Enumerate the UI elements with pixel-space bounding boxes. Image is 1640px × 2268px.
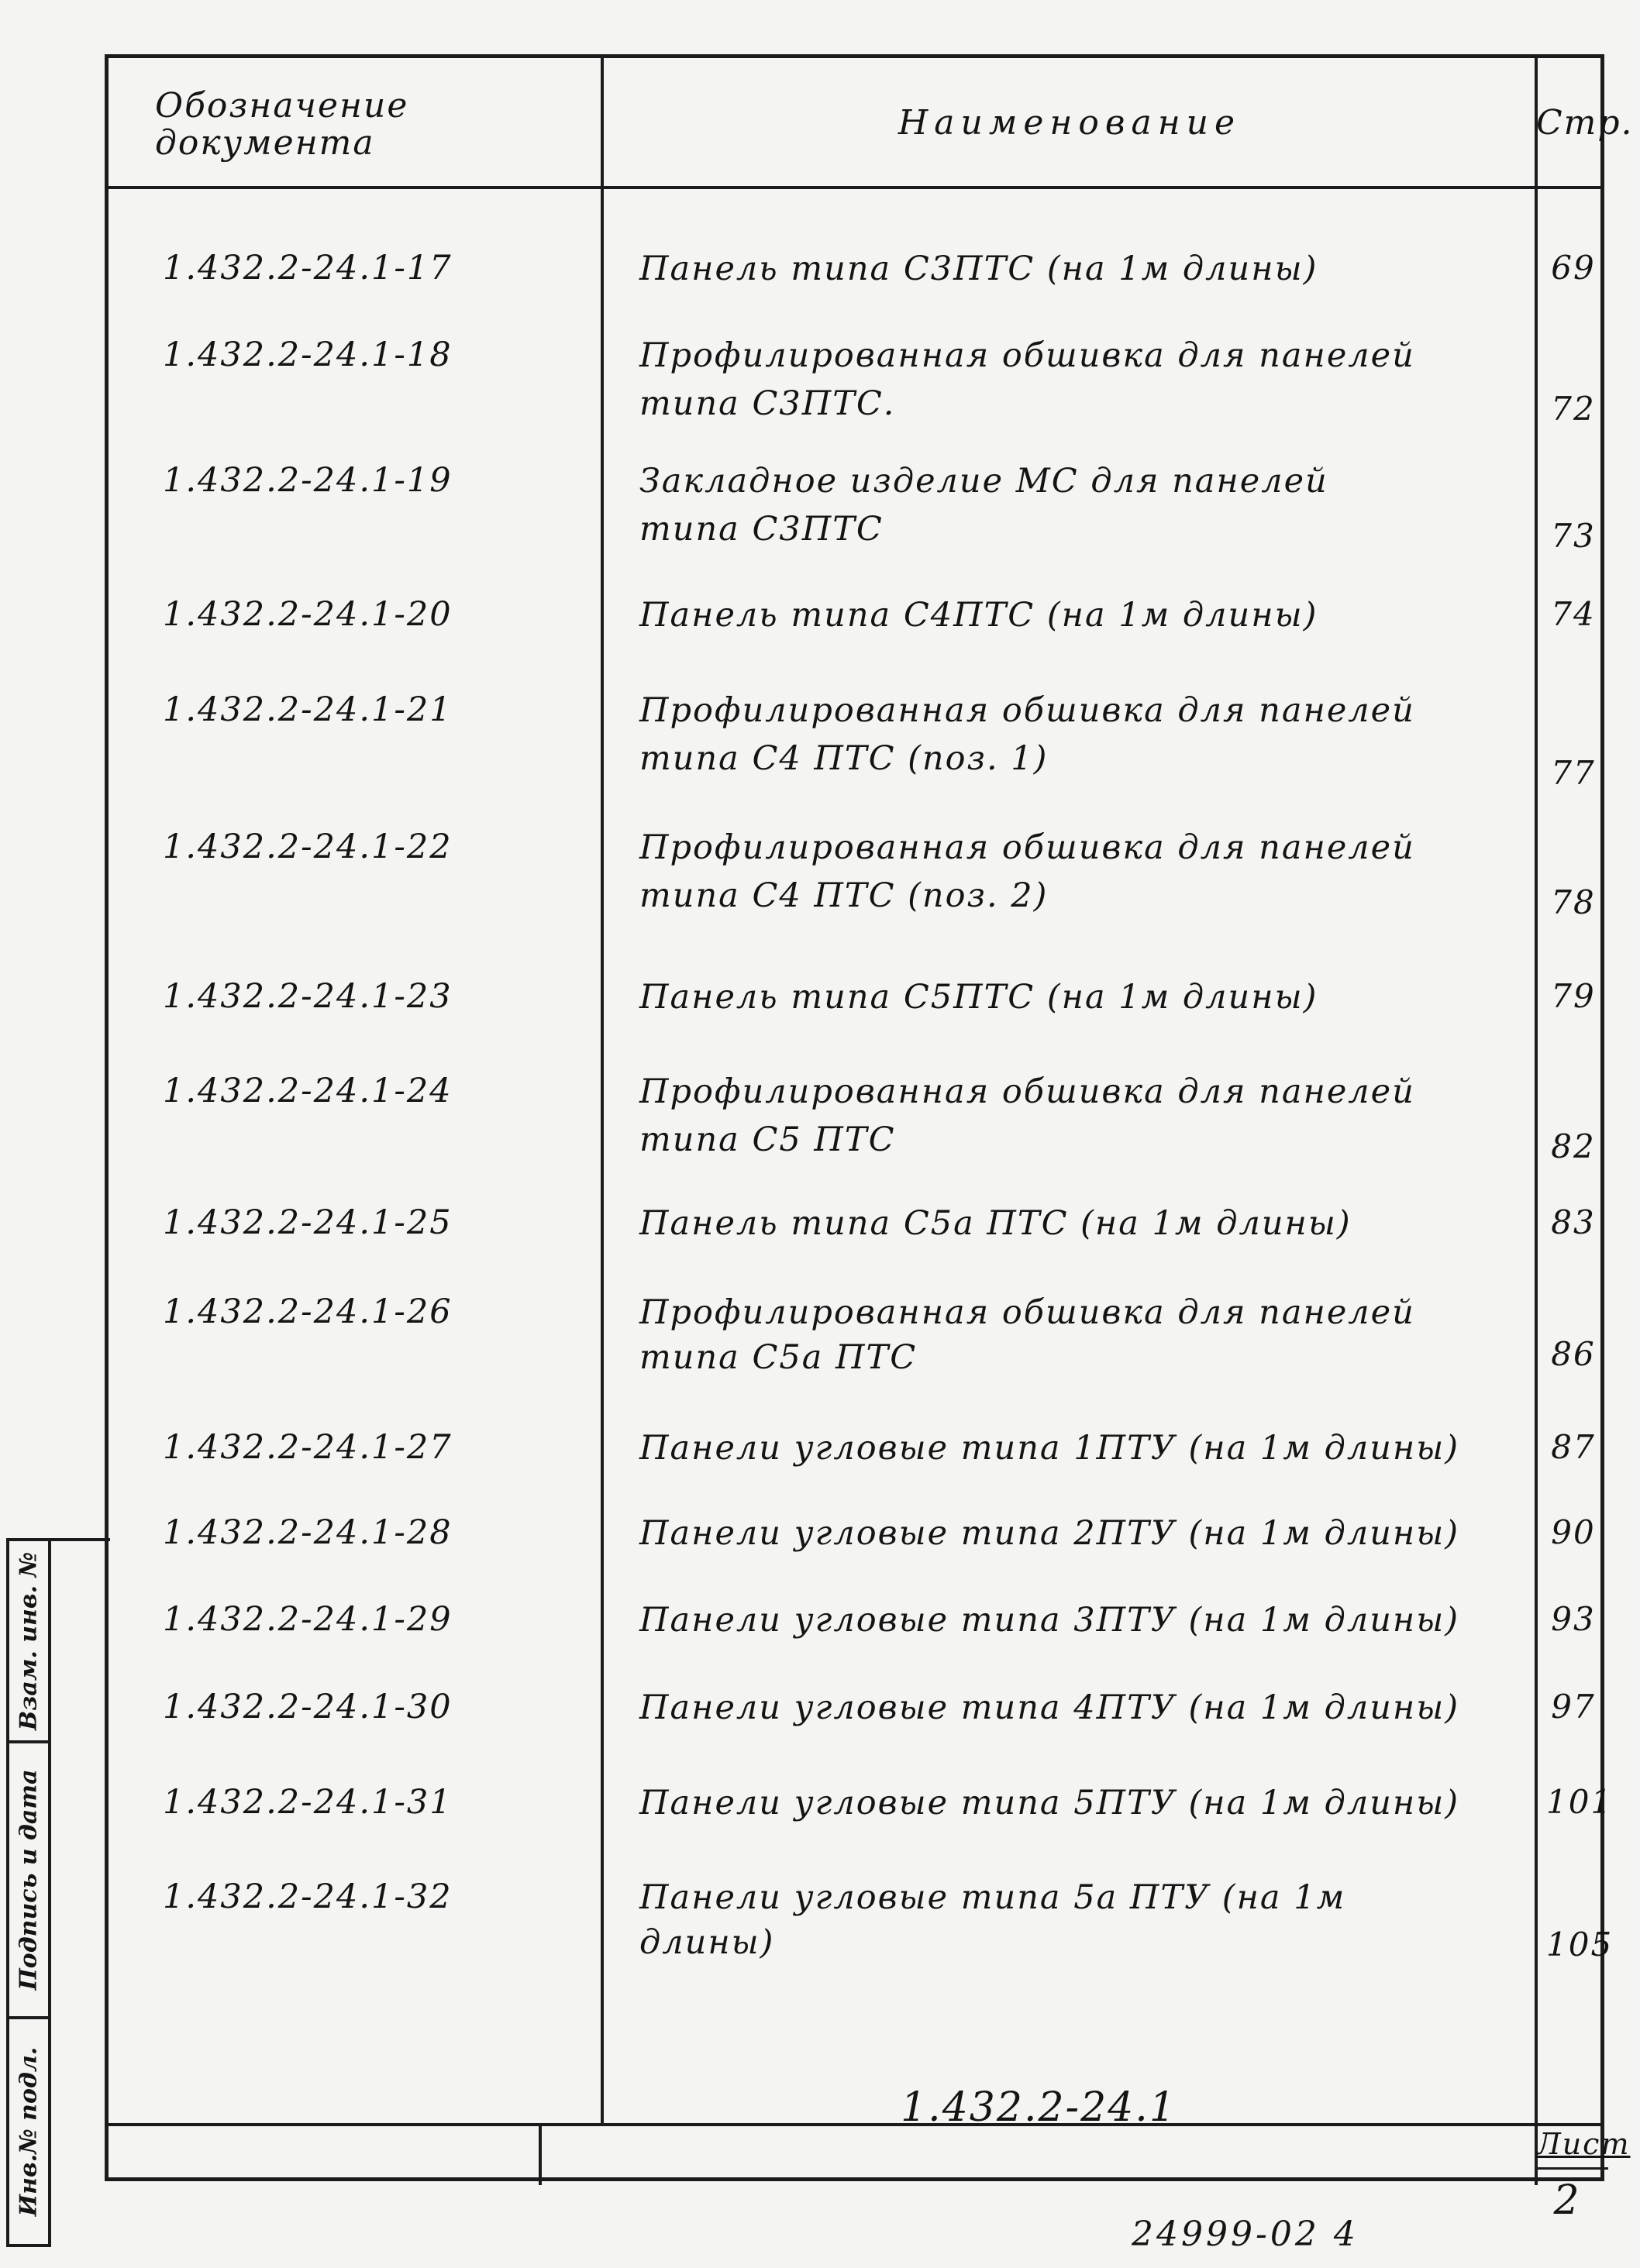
row-name-line: Панели угловые типа 1ПТУ (на 1м длины) [639, 1429, 1460, 1468]
row-page: 93 [1551, 1600, 1596, 1638]
side-stamp [6, 1538, 109, 2247]
row-name-line: типа С3ПТС [639, 510, 884, 549]
row-code: 1.432.2-24.1-26 [163, 1292, 453, 1331]
stamp-connector [48, 1538, 110, 1541]
row-code: 1.432.2-24.1-24 [163, 1072, 453, 1110]
row-code: 1.432.2-24.1-28 [163, 1513, 453, 1552]
row-page: 105 [1546, 1926, 1614, 1963]
row-name-line: Профилированная обшивка для панелей [639, 691, 1415, 730]
row-code: 1.432.2-24.1-18 [163, 336, 453, 374]
row-name-line: Профилированная обшивка для панелей [639, 1293, 1415, 1332]
row-code: 1.432.2-24.1-21 [163, 690, 453, 729]
row-name-line: типа С5а ПТС [639, 1338, 918, 1377]
row-name-line: Панель типа С5ПТС (на 1м длины) [639, 978, 1318, 1017]
row-name-line: Панели угловые типа 4ПТУ (на 1м длины) [639, 1688, 1460, 1727]
header-page: Стр. [1536, 103, 1634, 143]
row-code: 1.432.2-24.1-31 [163, 1783, 453, 1822]
stamp-inv-no-original-label: Инв.№ подл. [15, 2046, 43, 2217]
contents-table [105, 54, 1634, 2069]
row-page: 97 [1551, 1688, 1596, 1726]
row-name-line: Закладное изделие МС для панелей [639, 462, 1328, 501]
footer-code: 24999-02 4 [1132, 2215, 1359, 2254]
row-page: 72 [1551, 390, 1596, 428]
stamp-signature-date-label: Подпись и дата [15, 1769, 43, 1991]
row-page: 74 [1551, 595, 1596, 633]
row-code: 1.432.2-24.1-32 [163, 1877, 453, 1916]
row-code: 1.432.2-24.1-22 [163, 828, 453, 866]
row-name-line: типа С3ПТС. [639, 384, 896, 423]
header-designation: Обозначение документа [155, 86, 409, 163]
row-name-line: длины) [639, 1923, 775, 1962]
row-page: 86 [1551, 1335, 1596, 1373]
row-code: 1.432.2-24.1-30 [163, 1688, 453, 1726]
row-page: 77 [1551, 754, 1596, 792]
stamp-replaces-inv-no [6, 1538, 51, 1743]
row-name-line: Панели угловые типа 5ПТУ (на 1м длины) [639, 1784, 1460, 1822]
row-name-line: Панель типа С4ПТС (на 1м длины) [639, 596, 1318, 635]
row-page: 79 [1551, 977, 1596, 1015]
row-name-line: Профилированная обшивка для панелей [639, 828, 1415, 867]
row-name-line: типа С5 ПТС [639, 1120, 896, 1159]
row-code: 1.432.2-24.1-29 [163, 1600, 453, 1639]
row-code: 1.432.2-24.1-23 [163, 977, 453, 1016]
row-name-line: Профилированная обшивка для панелей [639, 1072, 1415, 1111]
row-name-line: типа С4 ПТС (поз. 2) [639, 876, 1049, 915]
row-name-line: типа С4 ПТС (поз. 1) [639, 739, 1049, 778]
row-name-line: Профилированная обшивка для панелей [639, 336, 1415, 375]
title-block-divider-left [539, 2123, 542, 2185]
sheet-label-line [1535, 2167, 1608, 2170]
sheet-label: Лист [1536, 2127, 1631, 2161]
row-name-line: Панель типа С3ПТС (на 1м длины) [639, 250, 1318, 288]
row-name-line: Панели угловые типа 3ПТУ (на 1м длины) [639, 1601, 1460, 1640]
row-code: 1.432.2-24.1-17 [163, 249, 453, 287]
row-page: 87 [1551, 1428, 1596, 1466]
row-name-line: Панель типа С5а ПТС (на 1м длины) [639, 1204, 1352, 1243]
row-code: 1.432.2-24.1-19 [163, 461, 453, 500]
row-page: 90 [1551, 1513, 1596, 1551]
stamp-inv-no-original [6, 2016, 51, 2247]
row-page: 78 [1551, 883, 1596, 921]
row-name-line: Панели угловые типа 2ПТУ (на 1м длины) [639, 1514, 1460, 1553]
row-code: 1.432.2-24.1-25 [163, 1203, 453, 1242]
row-page: 82 [1551, 1127, 1596, 1165]
row-page: 69 [1551, 249, 1596, 287]
row-page: 101 [1546, 1783, 1614, 1821]
row-name-line: Панели угловые типа 5а ПТУ (на 1м [639, 1878, 1346, 1917]
stamp-replaces-inv-no-label: Взам. инв. № [15, 1551, 43, 1730]
row-code: 1.432.2-24.1-20 [163, 595, 453, 634]
stamp-signature-date [6, 1740, 51, 2019]
row-code: 1.432.2-24.1-27 [163, 1428, 453, 1467]
sheet-number-box: 2 [1553, 2177, 1581, 2224]
row-page: 83 [1551, 1203, 1596, 1241]
row-page: 73 [1551, 517, 1596, 555]
header-name: Наименование [898, 103, 1242, 143]
title-block-document-code: 1.432.2-24.1 [901, 2084, 1177, 2131]
